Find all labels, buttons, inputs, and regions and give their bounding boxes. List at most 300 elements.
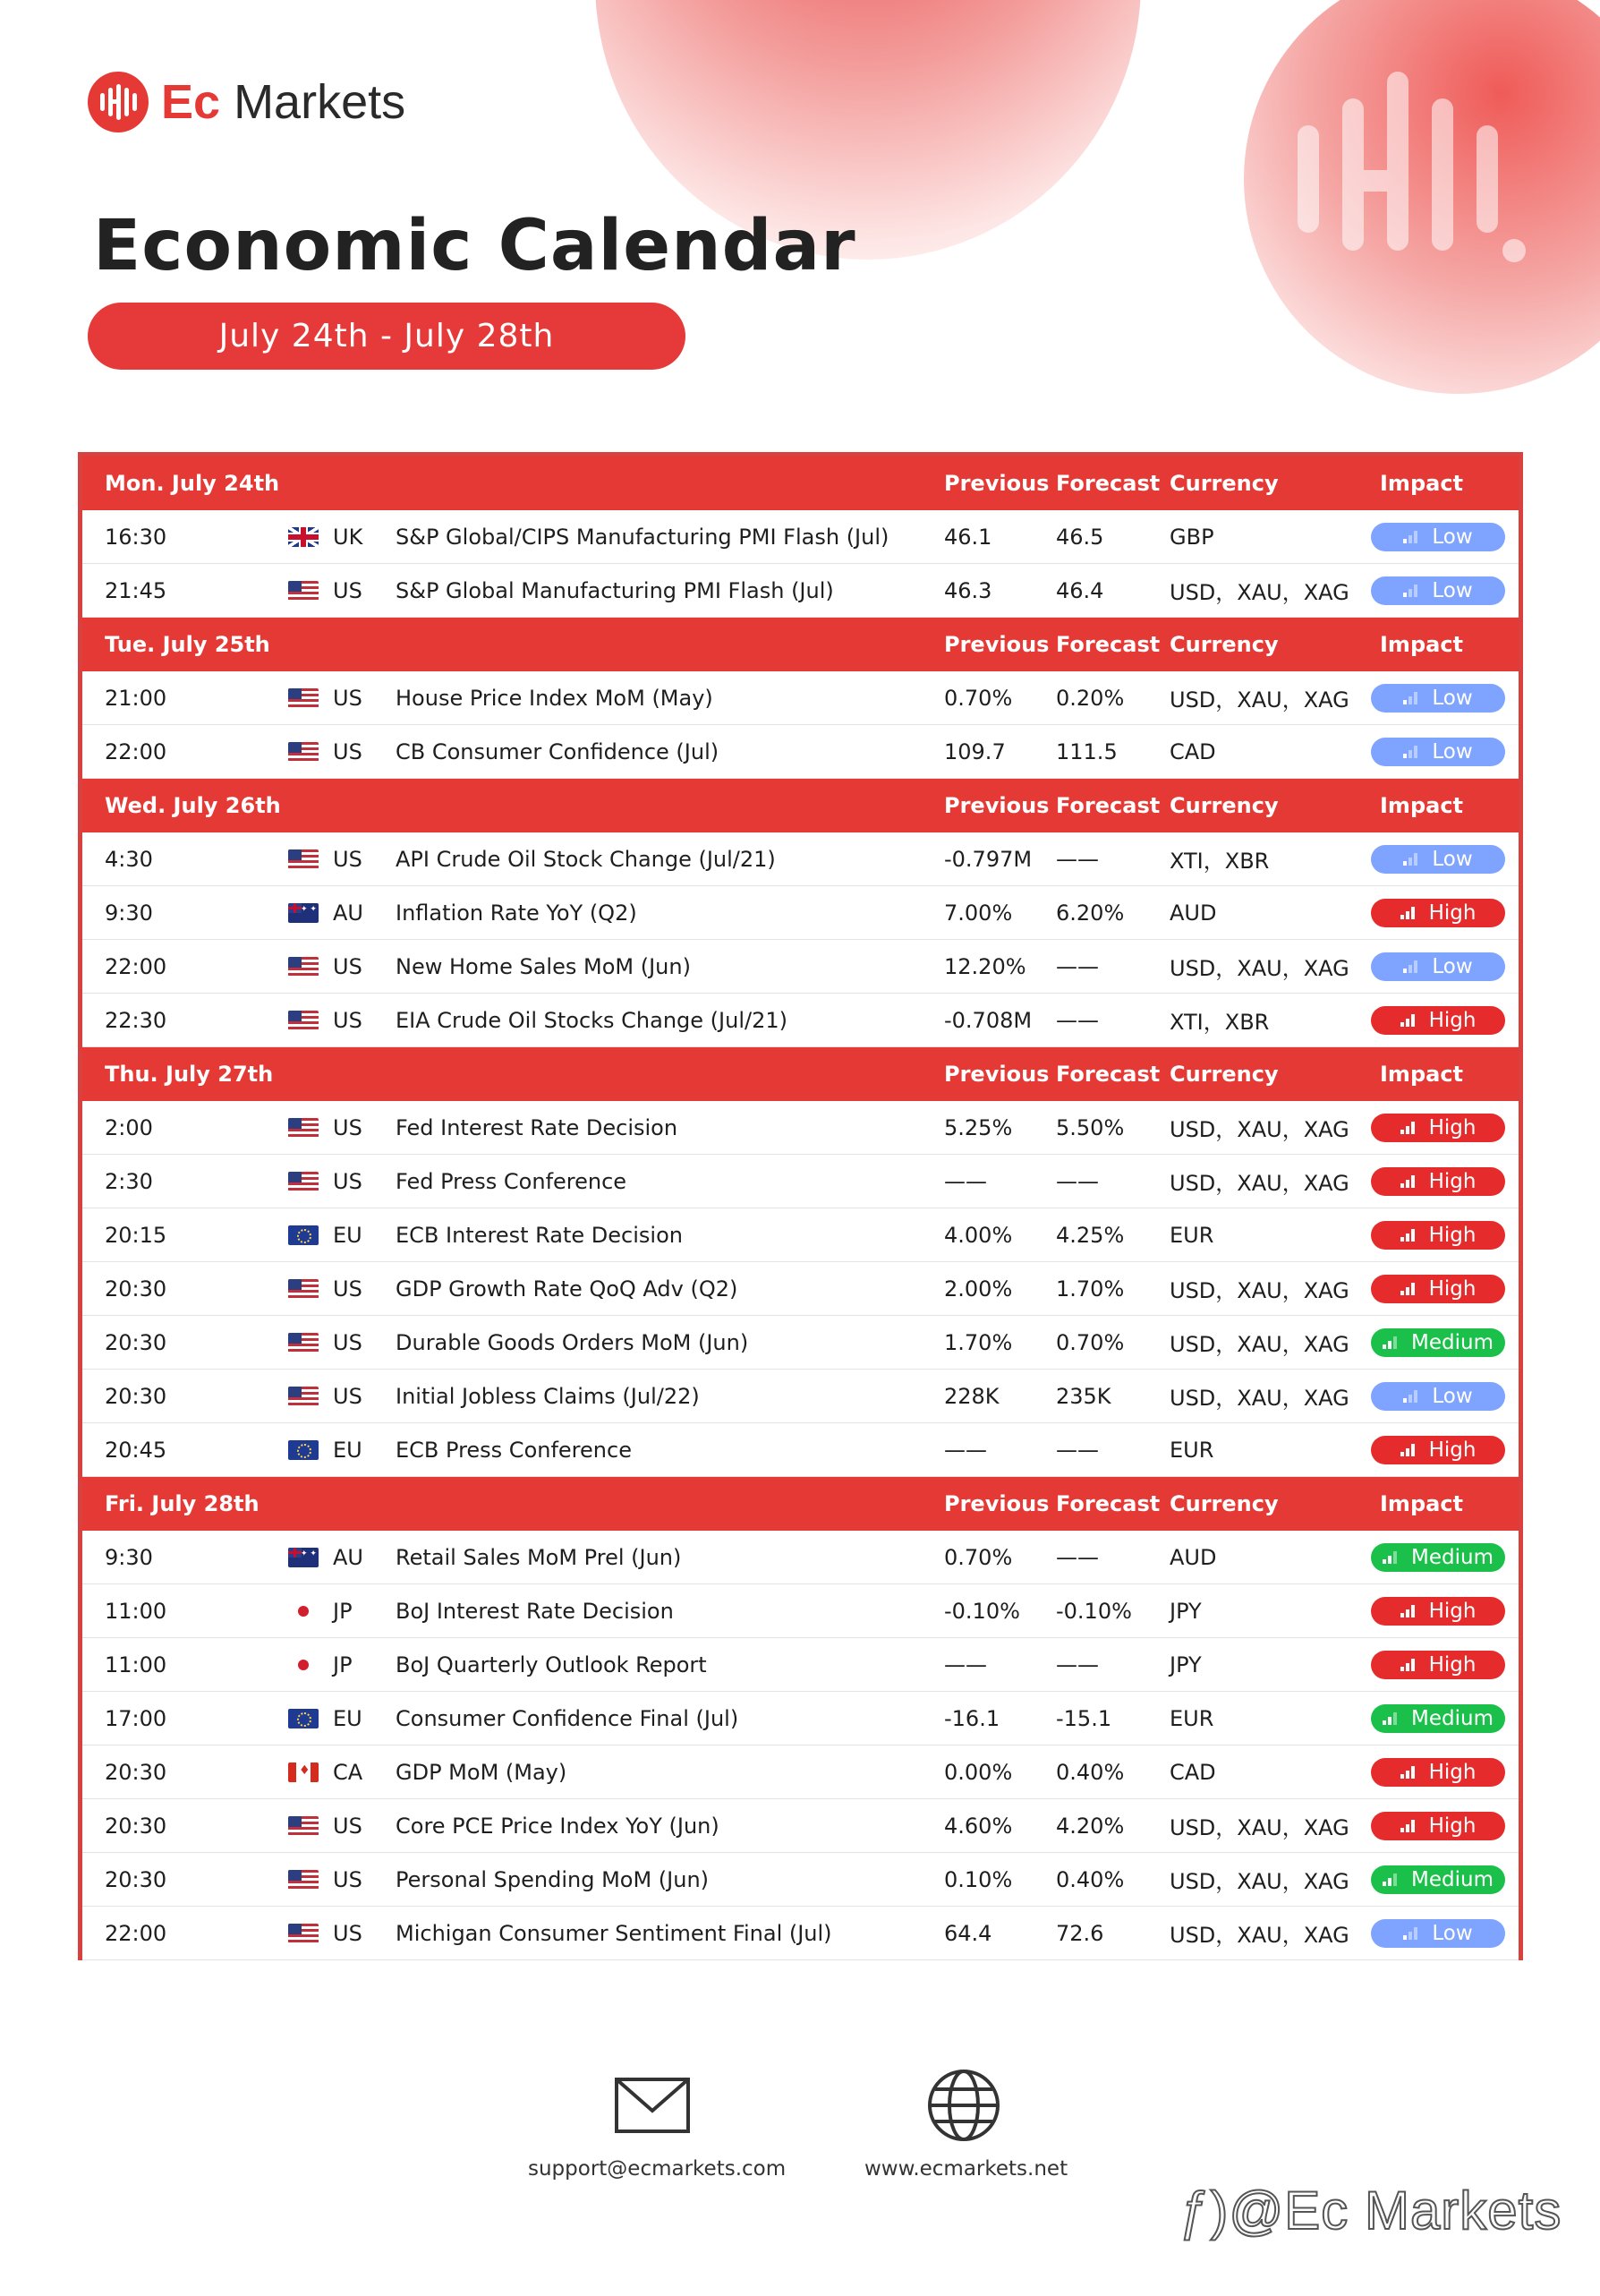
- us-flag-icon: [288, 849, 319, 869]
- signal-bars-icon: [1403, 1390, 1425, 1403]
- event-time: 2:00: [105, 1114, 153, 1140]
- impact-badge: [1371, 523, 1505, 551]
- country-code: EU: [333, 1222, 362, 1248]
- flag-cell: [288, 725, 319, 778]
- flag-cell: [288, 1638, 319, 1691]
- impact-badge: [1371, 1328, 1505, 1357]
- currency-value: USD，XAU，XAG: [1170, 1278, 1349, 1303]
- column-header-previous: Previous: [944, 632, 1050, 657]
- currency-value: USD，XAU，XAG: [1170, 956, 1349, 981]
- country-code: AU: [333, 1544, 363, 1570]
- impact-label: Low: [1432, 954, 1473, 978]
- day-label: Mon. July 24th: [105, 471, 280, 496]
- impact-label: Medium: [1411, 1706, 1494, 1730]
- previous-value: 0.10%: [944, 1866, 1013, 1892]
- currency-value: USD，XAU，XAG: [1170, 580, 1349, 605]
- ca-flag-icon: [288, 1763, 319, 1782]
- signal-bars-icon: [1400, 1605, 1422, 1617]
- column-header-previous: Previous: [944, 1062, 1050, 1087]
- impact-cell: [1371, 1531, 1505, 1583]
- country-code: US: [333, 1114, 362, 1140]
- table-row: [82, 1370, 1519, 1423]
- flag-cell: [288, 1423, 319, 1476]
- signal-bars-icon: [1403, 960, 1425, 973]
- impact-label: Medium: [1411, 1545, 1494, 1569]
- day-label: Tue. July 25th: [105, 632, 270, 657]
- column-header-previous: Previous: [944, 793, 1050, 818]
- currency-value: CAD: [1170, 1759, 1216, 1785]
- country-code: US: [333, 1276, 362, 1302]
- impact-cell: [1371, 510, 1505, 563]
- column-header-impact: Impact: [1380, 471, 1464, 496]
- previous-value: -0.708M: [944, 1007, 1033, 1033]
- table-row: [82, 1531, 1519, 1584]
- previous-value: 64.4: [944, 1920, 992, 1946]
- country-code: US: [333, 1383, 362, 1409]
- website-link[interactable]: www.ecmarkets.net: [864, 2157, 1068, 2181]
- previous-value: 1.70%: [944, 1329, 1013, 1355]
- impact-badge: [1371, 952, 1505, 981]
- flag-cell: [288, 1745, 319, 1798]
- event-time: 20:45: [105, 1437, 167, 1463]
- flag-cell: [288, 1316, 319, 1369]
- table-row: [82, 886, 1519, 940]
- day-label: Fri. July 28th: [105, 1491, 260, 1516]
- previous-value: 2.00%: [944, 1276, 1013, 1302]
- impact-label: Medium: [1411, 1867, 1494, 1891]
- country-code: US: [333, 1007, 362, 1033]
- event-name: Fed Interest Rate Decision: [396, 1114, 678, 1140]
- column-header-currency: Currency: [1170, 1062, 1279, 1087]
- impact-cell: [1371, 725, 1505, 778]
- impact-label: Low: [1432, 525, 1473, 549]
- day-header: [82, 1477, 1519, 1531]
- currency-value: AUD: [1170, 900, 1217, 926]
- previous-value: 4.00%: [944, 1222, 1013, 1248]
- event-time: 2:30: [105, 1168, 153, 1194]
- currency-value: EUR: [1170, 1437, 1214, 1463]
- table-row: [82, 671, 1519, 725]
- au-flag-icon: [288, 1548, 319, 1567]
- column-header-forecast: Forecast: [1056, 1062, 1161, 1087]
- event-time: 20:30: [105, 1276, 167, 1302]
- signal-bars-icon: [1400, 1122, 1422, 1134]
- currency-value: USD，XAU，XAG: [1170, 687, 1349, 713]
- table-row: [82, 1208, 1519, 1262]
- signal-bars-icon: [1400, 1014, 1422, 1027]
- impact-label: High: [1428, 1115, 1477, 1139]
- column-header-currency: Currency: [1170, 793, 1279, 818]
- forecast-value: 5.50%: [1056, 1114, 1125, 1140]
- us-flag-icon: [288, 1118, 319, 1138]
- event-time: 20:30: [105, 1329, 167, 1355]
- us-flag-icon: [288, 1870, 319, 1890]
- event-name: Retail Sales MoM Prel (Jun): [396, 1544, 682, 1570]
- day-label: Wed. July 26th: [105, 793, 281, 818]
- event-time: 22:00: [105, 1920, 167, 1946]
- event-name: Durable Goods Orders MoM (Jun): [396, 1329, 749, 1355]
- event-time: 21:00: [105, 685, 167, 711]
- country-code: AU: [333, 900, 363, 926]
- country-code: US: [333, 738, 362, 764]
- impact-cell: [1371, 994, 1505, 1046]
- impact-badge: [1371, 684, 1505, 713]
- event-time: 11:00: [105, 1598, 167, 1624]
- country-code: CA: [333, 1759, 363, 1785]
- impact-badge: [1371, 1651, 1505, 1679]
- column-header-impact: Impact: [1380, 1062, 1464, 1087]
- column-header-forecast: Forecast: [1056, 632, 1161, 657]
- event-name: S&P Global/CIPS Manufacturing PMI Flash (Jul): [396, 524, 889, 550]
- event-time: 22:30: [105, 1007, 167, 1033]
- previous-value: 5.25%: [944, 1114, 1013, 1140]
- event-time: 20:30: [105, 1383, 167, 1409]
- event-time: 9:30: [105, 1544, 153, 1570]
- forecast-value: ——: [1056, 1007, 1099, 1033]
- table-row: [82, 1155, 1519, 1208]
- table-row: [82, 1262, 1519, 1316]
- column-header-impact: Impact: [1380, 793, 1464, 818]
- impact-cell: [1371, 1745, 1505, 1798]
- impact-cell: [1371, 1584, 1505, 1637]
- impact-badge: [1371, 1758, 1505, 1787]
- impact-cell: [1371, 564, 1505, 617]
- impact-badge: [1371, 1114, 1505, 1142]
- country-code: EU: [333, 1705, 362, 1731]
- impact-cell: [1371, 1155, 1505, 1208]
- forecast-value: 111.5: [1056, 738, 1118, 764]
- date-range-badge: July 24th - July 28th: [88, 303, 685, 370]
- country-code: JP: [333, 1598, 353, 1624]
- forecast-value: -15.1: [1056, 1705, 1112, 1731]
- jp-flag-icon: [288, 1655, 319, 1675]
- brand-logo: [88, 72, 405, 132]
- signal-bars-icon: [1403, 746, 1425, 758]
- previous-value: 12.20%: [944, 953, 1026, 979]
- flag-cell: [288, 1531, 319, 1583]
- table-row: [82, 832, 1519, 886]
- flag-cell: [288, 1907, 319, 1959]
- impact-label: High: [1428, 900, 1477, 925]
- event-name: Fed Press Conference: [396, 1168, 627, 1194]
- column-header-currency: Currency: [1170, 471, 1279, 496]
- email-icon: [614, 2077, 691, 2134]
- column-header-forecast: Forecast: [1056, 1491, 1161, 1516]
- flag-cell: [288, 1101, 319, 1154]
- forecast-value: 0.70%: [1056, 1329, 1125, 1355]
- table-row: [82, 994, 1519, 1047]
- table-row: [82, 1853, 1519, 1907]
- impact-cell: [1371, 1423, 1505, 1476]
- event-name: BoJ Interest Rate Decision: [396, 1598, 674, 1624]
- impact-label: Low: [1432, 739, 1473, 764]
- us-flag-icon: [288, 688, 319, 708]
- forecast-value: 46.5: [1056, 524, 1104, 550]
- us-flag-icon: [288, 581, 319, 601]
- impact-cell: [1371, 1692, 1505, 1745]
- currency-value: EUR: [1170, 1222, 1214, 1248]
- currency-value: USD，XAU，XAG: [1170, 1171, 1349, 1196]
- country-code: US: [333, 1813, 362, 1839]
- day-header: [82, 1047, 1519, 1101]
- impact-badge: [1371, 1704, 1505, 1733]
- table-row: [82, 1692, 1519, 1745]
- flag-cell: [288, 1799, 319, 1852]
- previous-value: ——: [944, 1652, 987, 1677]
- support-email-link[interactable]: support@ecmarkets.com: [528, 2157, 787, 2181]
- forecast-value: 46.4: [1056, 577, 1104, 603]
- table-row: [82, 1316, 1519, 1370]
- currency-value: USD，XAU，XAG: [1170, 1923, 1349, 1948]
- country-code: UK: [333, 524, 363, 550]
- forecast-value: ——: [1056, 953, 1099, 979]
- signal-bars-icon: [1400, 1766, 1422, 1779]
- impact-label: Medium: [1411, 1330, 1494, 1354]
- flag-cell: [288, 671, 319, 724]
- event-name: Initial Jobless Claims (Jul/22): [396, 1383, 700, 1409]
- forecast-value: ——: [1056, 1544, 1099, 1570]
- forecast-value: 4.20%: [1056, 1813, 1125, 1839]
- table-row: [82, 1799, 1519, 1853]
- country-code: EU: [333, 1437, 362, 1463]
- flag-cell: [288, 1853, 319, 1906]
- column-header-forecast: Forecast: [1056, 471, 1161, 496]
- forecast-value: ——: [1056, 1437, 1099, 1463]
- table-row: [82, 1584, 1519, 1638]
- country-code: US: [333, 846, 362, 872]
- impact-cell: [1371, 1101, 1505, 1154]
- signal-bars-icon: [1383, 1874, 1404, 1886]
- country-code: US: [333, 1866, 362, 1892]
- country-code: JP: [333, 1652, 353, 1677]
- signal-bars-icon: [1403, 1927, 1425, 1940]
- eu-flag-icon: [288, 1225, 319, 1245]
- impact-label: Low: [1432, 1921, 1473, 1945]
- previous-value: 46.3: [944, 577, 992, 603]
- forecast-value: 4.25%: [1056, 1222, 1125, 1248]
- table-row: [82, 1745, 1519, 1799]
- us-flag-icon: [288, 1816, 319, 1836]
- signal-bars-icon: [1400, 1820, 1422, 1832]
- currency-value: USD，XAU，XAG: [1170, 1117, 1349, 1142]
- forecast-value: -0.10%: [1056, 1598, 1132, 1624]
- event-name: ECB Interest Rate Decision: [396, 1222, 683, 1248]
- forecast-value: 1.70%: [1056, 1276, 1125, 1302]
- signal-bars-icon: [1403, 585, 1425, 597]
- impact-badge: [1371, 1436, 1505, 1464]
- event-time: 9:30: [105, 900, 153, 926]
- logo-mark-icon: [88, 72, 149, 132]
- event-time: 4:30: [105, 846, 153, 872]
- au-flag-icon: [288, 903, 319, 923]
- event-name: Inflation Rate YoY (Q2): [396, 900, 637, 926]
- country-code: US: [333, 953, 362, 979]
- event-name: House Price Index MoM (May): [396, 685, 713, 711]
- event-name: Michigan Consumer Sentiment Final (Jul): [396, 1920, 832, 1946]
- signal-bars-icon: [1400, 1659, 1422, 1671]
- flag-cell: [288, 1370, 319, 1422]
- impact-cell: [1371, 832, 1505, 885]
- calendar-table: [78, 452, 1523, 1960]
- previous-value: 109.7: [944, 738, 1006, 764]
- impact-label: High: [1428, 1652, 1477, 1677]
- event-name: EIA Crude Oil Stocks Change (Jul/21): [396, 1007, 787, 1033]
- currency-value: XTI，XBR: [1170, 1010, 1270, 1035]
- signal-bars-icon: [1403, 692, 1425, 704]
- uk-flag-icon: [288, 527, 319, 547]
- impact-label: High: [1428, 1008, 1477, 1032]
- impact-cell: [1371, 1638, 1505, 1691]
- impact-badge: [1371, 1275, 1505, 1303]
- event-time: 11:00: [105, 1652, 167, 1677]
- flag-cell: [288, 1692, 319, 1745]
- country-code: US: [333, 577, 362, 603]
- currency-value: JPY: [1170, 1598, 1202, 1624]
- column-header-previous: Previous: [944, 471, 1050, 496]
- forecast-value: 235K: [1056, 1383, 1111, 1409]
- currency-value: GBP: [1170, 524, 1214, 550]
- signal-bars-icon: [1383, 1336, 1404, 1349]
- signal-bars-icon: [1383, 1551, 1404, 1564]
- event-time: 20:30: [105, 1866, 167, 1892]
- previous-value: -16.1: [944, 1705, 1000, 1731]
- impact-label: High: [1428, 1760, 1477, 1784]
- event-time: 20:30: [105, 1759, 167, 1785]
- previous-value: 46.1: [944, 524, 992, 550]
- impact-cell: [1371, 1370, 1505, 1422]
- impact-label: Low: [1432, 686, 1473, 710]
- previous-value: -0.797M: [944, 846, 1033, 872]
- table-row: [82, 725, 1519, 779]
- previous-value: 7.00%: [944, 900, 1013, 926]
- impact-badge: [1371, 1865, 1505, 1894]
- column-header-impact: Impact: [1380, 1491, 1464, 1516]
- table-row: [82, 510, 1519, 564]
- previous-value: 0.00%: [944, 1759, 1013, 1785]
- globe-icon: [926, 2068, 1001, 2143]
- impact-badge: [1371, 738, 1505, 766]
- previous-value: ——: [944, 1168, 987, 1194]
- impact-cell: [1371, 1799, 1505, 1852]
- event-name: BoJ Quarterly Outlook Report: [396, 1652, 707, 1677]
- impact-cell: [1371, 1907, 1505, 1959]
- currency-value: USD，XAU，XAG: [1170, 1869, 1349, 1894]
- event-name: GDP Growth Rate QoQ Adv (Q2): [396, 1276, 738, 1302]
- impact-cell: [1371, 1853, 1505, 1906]
- us-flag-icon: [288, 1333, 319, 1353]
- currency-value: EUR: [1170, 1705, 1214, 1731]
- column-header-currency: Currency: [1170, 1491, 1279, 1516]
- day-header: [82, 618, 1519, 671]
- flag-cell: [288, 564, 319, 617]
- impact-badge: [1371, 1919, 1505, 1948]
- event-time: 17:00: [105, 1705, 167, 1731]
- brand-watermark-icon: [1289, 72, 1530, 277]
- previous-value: -0.10%: [944, 1598, 1020, 1624]
- impact-cell: [1371, 671, 1505, 724]
- table-row: [82, 1638, 1519, 1692]
- country-code: US: [333, 1329, 362, 1355]
- impact-badge: [1371, 1167, 1505, 1196]
- event-name: New Home Sales MoM (Jun): [396, 953, 691, 979]
- signal-bars-icon: [1400, 1283, 1422, 1295]
- table-row: [82, 1423, 1519, 1477]
- table-row: [82, 1101, 1519, 1155]
- impact-cell: [1371, 1208, 1505, 1261]
- signal-bars-icon: [1403, 531, 1425, 543]
- flag-cell: [288, 886, 319, 939]
- currency-value: USD，XAU，XAG: [1170, 1332, 1349, 1357]
- signal-bars-icon: [1400, 907, 1422, 919]
- impact-label: High: [1428, 1169, 1477, 1193]
- event-name: Personal Spending MoM (Jun): [396, 1866, 710, 1892]
- event-time: 20:15: [105, 1222, 167, 1248]
- currency-value: AUD: [1170, 1544, 1217, 1570]
- impact-label: High: [1428, 1223, 1477, 1247]
- impact-label: High: [1428, 1599, 1477, 1623]
- forecast-value: 6.20%: [1056, 900, 1125, 926]
- impact-label: Low: [1432, 578, 1473, 602]
- us-flag-icon: [288, 742, 319, 762]
- forecast-value: 0.40%: [1056, 1759, 1125, 1785]
- column-header-currency: Currency: [1170, 632, 1279, 657]
- event-name: CB Consumer Confidence (Jul): [396, 738, 719, 764]
- us-flag-icon: [288, 957, 319, 977]
- impact-badge: [1371, 1812, 1505, 1840]
- logo-text: Ec Markets: [161, 75, 406, 129]
- impact-badge: [1371, 1006, 1505, 1035]
- table-row: [82, 1907, 1519, 1960]
- country-code: US: [333, 1168, 362, 1194]
- impact-label: High: [1428, 1438, 1477, 1462]
- country-code: US: [333, 1920, 362, 1946]
- forecast-value: ——: [1056, 1652, 1099, 1677]
- previous-value: 4.60%: [944, 1813, 1013, 1839]
- signal-bars-icon: [1400, 1175, 1422, 1188]
- impact-cell: [1371, 940, 1505, 993]
- eu-flag-icon: [288, 1440, 319, 1460]
- day-label: Thu. July 27th: [105, 1062, 274, 1087]
- event-time: 16:30: [105, 524, 167, 550]
- us-flag-icon: [288, 1011, 319, 1030]
- event-time: 21:45: [105, 577, 167, 603]
- flag-cell: [288, 1155, 319, 1208]
- us-flag-icon: [288, 1387, 319, 1406]
- watermark-text: ƒ)@Ec Markets: [1179, 2181, 1562, 2241]
- currency-value: USD，XAU，XAG: [1170, 1386, 1349, 1411]
- event-name: Consumer Confidence Final (Jul): [396, 1705, 739, 1731]
- us-flag-icon: [288, 1924, 319, 1943]
- event-time: 22:00: [105, 738, 167, 764]
- event-name: GDP MoM (May): [396, 1759, 567, 1785]
- forecast-value: ——: [1056, 846, 1099, 872]
- flag-cell: [288, 832, 319, 885]
- event-name: API Crude Oil Stock Change (Jul/21): [396, 846, 776, 872]
- flag-cell: [288, 1208, 319, 1261]
- forecast-value: 0.40%: [1056, 1866, 1125, 1892]
- impact-label: Low: [1432, 1384, 1473, 1408]
- column-header-previous: Previous: [944, 1491, 1050, 1516]
- column-header-forecast: Forecast: [1056, 793, 1161, 818]
- event-name: S&P Global Manufacturing PMI Flash (Jul): [396, 577, 834, 603]
- eu-flag-icon: [288, 1709, 319, 1728]
- us-flag-icon: [288, 1172, 319, 1191]
- day-header: [82, 779, 1519, 832]
- impact-badge: [1371, 1543, 1505, 1572]
- previous-value: 0.70%: [944, 685, 1013, 711]
- previous-value: 228K: [944, 1383, 1000, 1409]
- impact-badge: [1371, 1382, 1505, 1411]
